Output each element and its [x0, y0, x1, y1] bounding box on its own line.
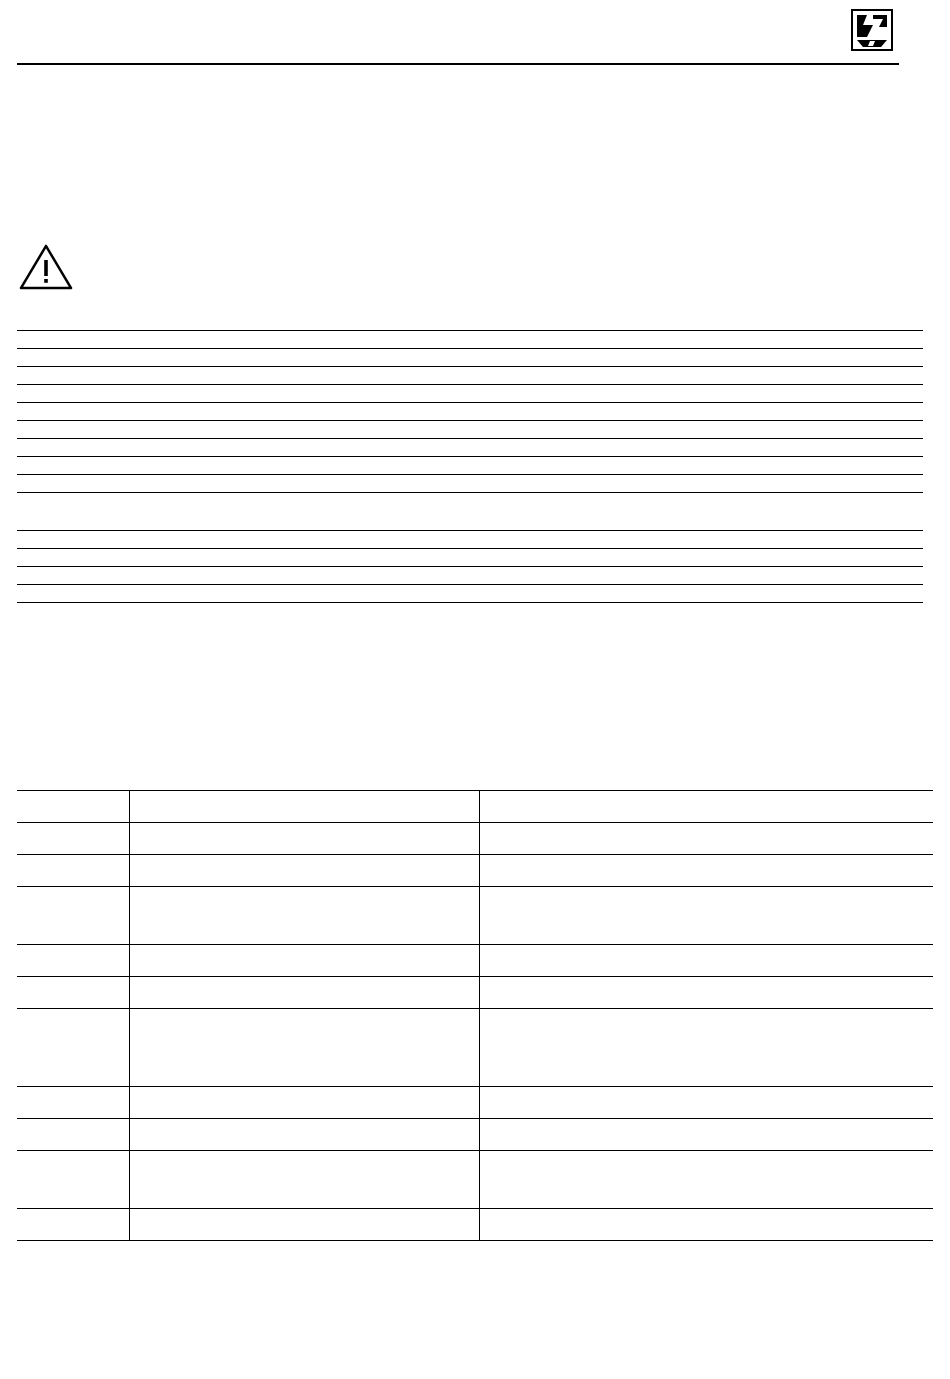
table-cell [480, 791, 934, 823]
table-cell [480, 1151, 934, 1209]
table-cell [480, 823, 934, 855]
table-cell [17, 531, 472, 549]
table-cell [17, 977, 130, 1009]
table-row [17, 439, 923, 457]
table-cell [17, 585, 472, 603]
page-subtitle [20, 116, 720, 138]
table-cell [17, 493, 472, 531]
table-cell [472, 549, 923, 567]
table-row [17, 567, 923, 585]
warning-triangle-icon [18, 243, 74, 291]
table-row [17, 385, 923, 403]
specification-table [17, 330, 923, 603]
table-cell [17, 367, 472, 385]
table-row [17, 1009, 933, 1087]
table-cell [130, 1119, 480, 1151]
table-cell [17, 421, 472, 439]
table-cell [130, 887, 480, 945]
table-row [17, 1151, 933, 1209]
table-row [17, 349, 923, 367]
table-cell [17, 1009, 130, 1087]
table-cell [17, 1209, 130, 1241]
table-cell [17, 331, 472, 349]
table-row [17, 1119, 933, 1151]
table-cell [472, 331, 923, 349]
table-row [17, 1087, 933, 1119]
table-cell [480, 1087, 934, 1119]
table-row [17, 403, 923, 421]
table-row [17, 421, 923, 439]
table-cell [130, 855, 480, 887]
table-cell [472, 421, 923, 439]
table-cell [472, 585, 923, 603]
table-cell [472, 367, 923, 385]
table-row [17, 531, 923, 549]
table-cell [480, 855, 934, 887]
table-cell [17, 457, 472, 475]
table-cell [472, 403, 923, 421]
table-cell [480, 945, 934, 977]
table-cell [17, 475, 472, 493]
table-cell [17, 567, 472, 585]
reference-table [17, 790, 933, 1241]
table-cell [17, 791, 130, 823]
table-cell [17, 349, 472, 367]
table-cell [472, 439, 923, 457]
table-cell [472, 385, 923, 403]
title-block [20, 90, 720, 138]
table-cell [17, 1087, 130, 1119]
table-cell [17, 1119, 130, 1151]
table-cell [130, 1009, 480, 1087]
table-row [17, 367, 923, 385]
header-divider [17, 63, 899, 65]
table-row [17, 331, 923, 349]
table-cell [130, 823, 480, 855]
table-row [17, 855, 933, 887]
table-cell [472, 349, 923, 367]
table-row [17, 493, 923, 531]
table-cell [472, 457, 923, 475]
table-cell [480, 977, 934, 1009]
table-cell [472, 493, 923, 531]
table-cell [480, 887, 934, 945]
page-title [20, 90, 720, 116]
table-cell [17, 439, 472, 457]
table-row [17, 791, 933, 823]
warning-text [88, 252, 878, 271]
table-cell [130, 945, 480, 977]
reference-table-body [17, 791, 933, 1241]
table-cell [130, 1151, 480, 1209]
table-cell [130, 1087, 480, 1119]
table-row [17, 457, 923, 475]
table-cell [130, 977, 480, 1009]
table-cell [130, 1209, 480, 1241]
table-cell [17, 823, 130, 855]
mountain-road-logo [851, 9, 893, 51]
table-cell [17, 1151, 130, 1209]
table-row [17, 887, 933, 945]
table-cell [17, 549, 472, 567]
table-row [17, 977, 933, 1009]
table-cell [472, 531, 923, 549]
table-cell [130, 791, 480, 823]
table-cell [17, 855, 130, 887]
table-cell [17, 385, 472, 403]
table-row [17, 549, 923, 567]
specification-table-body [17, 331, 923, 603]
table-row [17, 475, 923, 493]
table-row [17, 585, 923, 603]
table-cell [480, 1209, 934, 1241]
table-cell [472, 475, 923, 493]
table-cell [480, 1119, 934, 1151]
table-cell [17, 403, 472, 421]
table-cell [17, 887, 130, 945]
table-cell [480, 1009, 934, 1087]
table-row [17, 1209, 933, 1241]
table-cell [472, 567, 923, 585]
table-cell [17, 945, 130, 977]
table-row [17, 823, 933, 855]
table-row [17, 945, 933, 977]
